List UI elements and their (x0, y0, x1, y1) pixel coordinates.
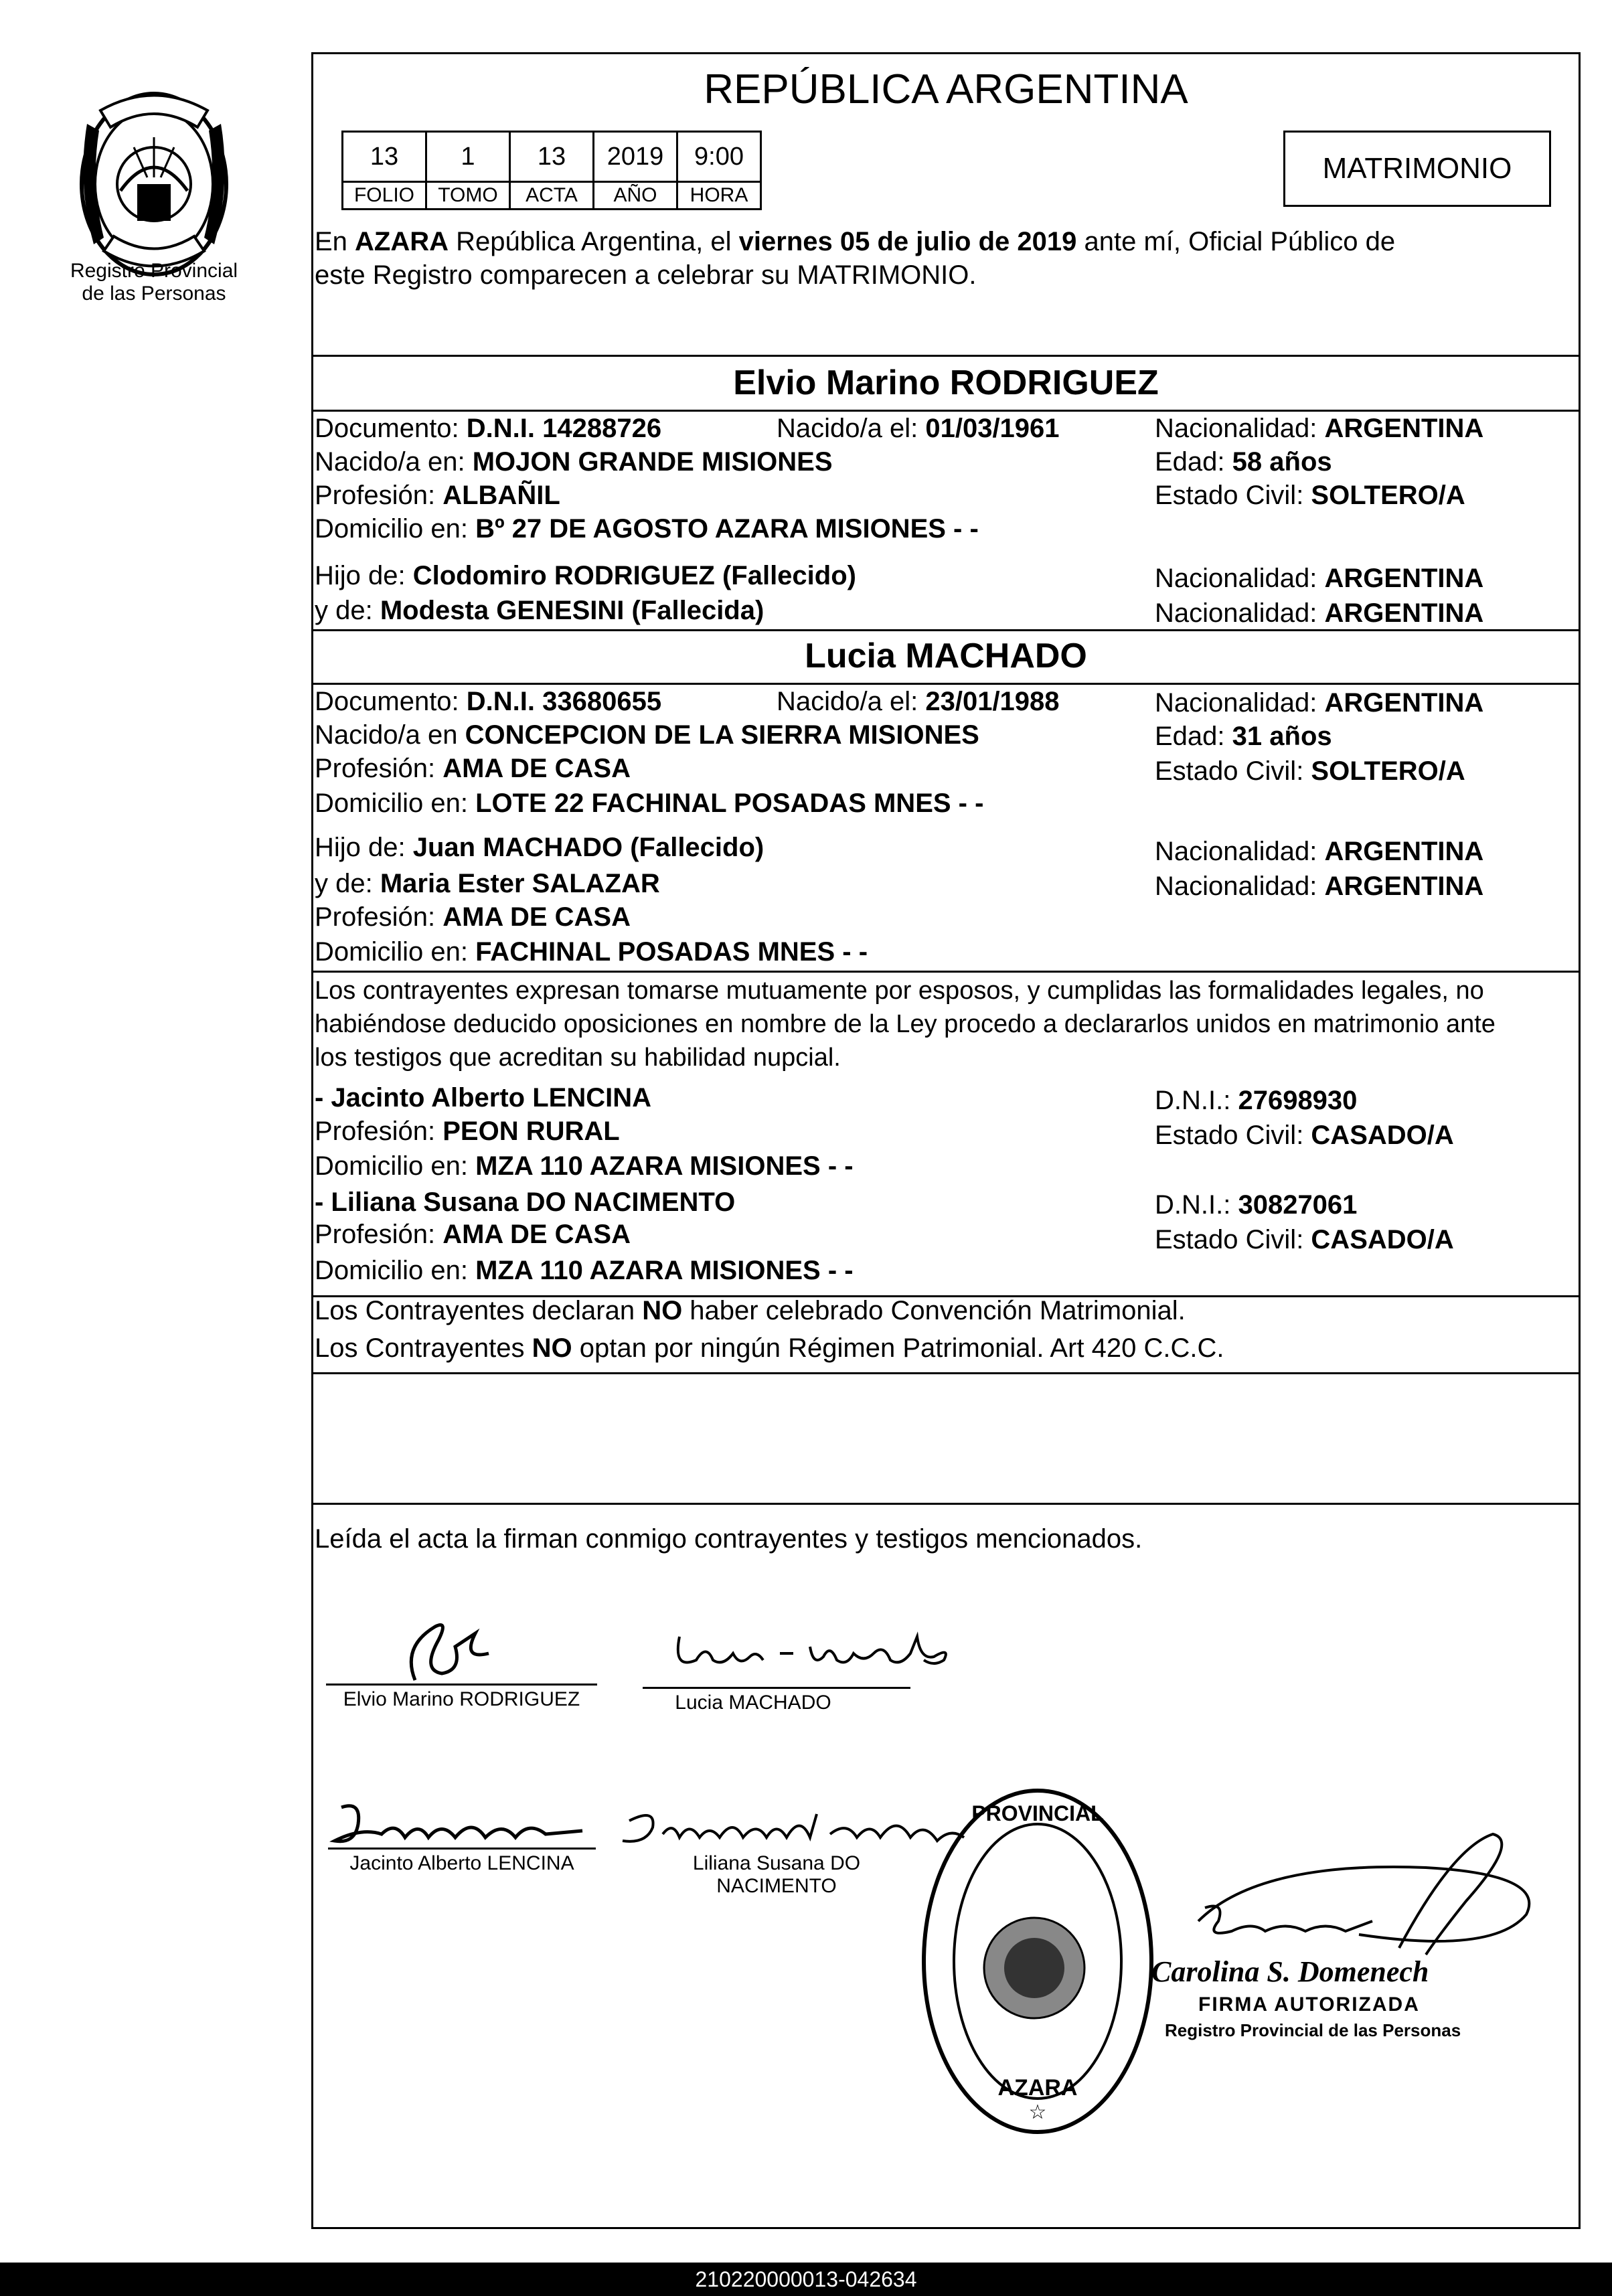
value: ARGENTINA (1324, 872, 1484, 901)
witness1-name: - Jacinto Alberto LENCINA (315, 1083, 651, 1113)
witness2-dni (1155, 1189, 1357, 1221)
spouse1-address (315, 513, 979, 545)
label: Nacionalidad: (1155, 837, 1325, 866)
declaration-line3: los testigos que acreditan su habilidad nupcial. (315, 1044, 841, 1072)
witness2-name: - Liliana Susana DO NACIMENTO (315, 1187, 736, 1217)
document-type-box: MATRIMONIO (1283, 131, 1551, 207)
value: 31 años (1232, 722, 1332, 751)
spouse1-name: Elvio Marino RODRIGUEZ (733, 363, 1159, 402)
hora-value: 9:00 (677, 132, 761, 182)
witness1-civil-status (1155, 1119, 1454, 1151)
convention-line2 (315, 1332, 1224, 1364)
label: Edad: (1155, 722, 1232, 751)
label: Profesión: (315, 902, 443, 932)
value: SOLTERO/A (1311, 756, 1465, 786)
signature-machado (669, 1620, 964, 1680)
label: Hijo de: (315, 833, 413, 862)
signature-caption-rodriguez: Elvio Marino RODRIGUEZ (343, 1688, 580, 1710)
label: Nacionalidad: (1155, 688, 1325, 718)
spouse1-father (315, 560, 856, 592)
value: ARGENTINA (1324, 598, 1484, 628)
emphasis: NO (532, 1333, 572, 1363)
spouse2-nationality (1155, 687, 1483, 719)
value: D.N.I. 33680655 (466, 687, 662, 716)
spouse1-nationality (1155, 412, 1483, 444)
witness1-dni (1155, 1084, 1357, 1117)
spouse2-birthplace (315, 719, 979, 751)
spouse1-document (315, 412, 661, 444)
text: haber celebrado Convención Matrimonial. (682, 1296, 1186, 1325)
spouse1-father-nationality (1155, 562, 1483, 594)
document-title: REPÚBLICA ARGENTINA (704, 66, 1188, 112)
divider (311, 1503, 1581, 1505)
intro-text: ante mí, Oficial Público de (1076, 227, 1396, 256)
label: Estado Civil: (1155, 1225, 1311, 1254)
value: ARGENTINA (1324, 688, 1484, 718)
intro-text: En (315, 227, 355, 256)
divider (311, 683, 1581, 685)
label: y de: (315, 596, 380, 625)
label: Nacionalidad: (1155, 872, 1325, 901)
signature-rodriguez (375, 1607, 509, 1694)
divider (311, 971, 1581, 973)
tomo-value: 1 (426, 132, 510, 182)
hora-label: HORA (677, 182, 761, 210)
intro-line2: este Registro comparecen a celebrar su MATRIMONIO. (315, 260, 977, 290)
label: D.N.I.: (1155, 1086, 1238, 1115)
signature-caption-do-nacimento (669, 1852, 884, 1898)
value: ARGENTINA (1324, 564, 1484, 593)
value: AMA DE CASA (442, 754, 631, 783)
label: Domicilio en: (315, 514, 476, 544)
logo-caption-line2: de las Personas (82, 282, 226, 305)
spouse2-civil-status (1155, 755, 1465, 787)
convention-line1 (315, 1295, 1186, 1327)
signature-line (328, 1848, 596, 1850)
divider (311, 1372, 1581, 1374)
label: Domicilio en: (315, 1256, 476, 1285)
value: D.N.I. 14288726 (466, 414, 662, 443)
text: optan por ningún Régimen Patrimonial. Art 420 C.C.C. (572, 1333, 1224, 1363)
declaration-line1: Los contrayentes expresan tomarse mutuamente por esposos, y cumplidas las formalidades legales, no (315, 977, 1484, 1005)
caption-line1: Liliana Susana DO (692, 1852, 861, 1874)
label: Profesión: (315, 481, 443, 510)
logo-caption (54, 260, 254, 305)
spouse2-address (315, 787, 983, 819)
spouse2-mother (315, 868, 660, 900)
folio-label: FOLIO (343, 182, 426, 210)
officer-signature (1091, 1821, 1573, 2022)
spouse2-name: Lucia MACHADO (805, 637, 1087, 675)
closing-statement: Leída el acta la firman conmigo contrayentes y testigos mencionados. (315, 1524, 1143, 1554)
intro-place: AZARA (355, 227, 449, 256)
label: Estado Civil: (1155, 1121, 1311, 1150)
witness1-address (315, 1150, 854, 1182)
stamp-ring-text: PROVINCIAL (971, 1801, 1104, 1825)
spouse2-mother-address (315, 936, 868, 968)
text: Los Contrayentes declaran (315, 1296, 643, 1325)
witness2-profession (315, 1218, 631, 1250)
value: CONCEPCION DE LA SIERRA MISIONES (465, 720, 979, 750)
signature-caption-machado: Lucia MACHADO (675, 1692, 831, 1714)
spouse1-age (1155, 446, 1332, 478)
value: 01/03/1961 (925, 414, 1060, 443)
label: Domicilio en: (315, 937, 476, 967)
spouse1-mother-nationality (1155, 597, 1483, 629)
folio-value: 13 (343, 132, 426, 182)
acta-label: ACTA (510, 182, 594, 210)
stamp-bottom-text: AZARA (997, 2075, 1078, 2101)
tomo-label: TOMO (426, 182, 510, 210)
value: Juan MACHADO (Fallecido) (412, 833, 764, 862)
value: AMA DE CASA (442, 1220, 631, 1249)
spouse2-mother-nationality (1155, 870, 1483, 902)
reference-table (341, 131, 762, 210)
spouse1-birthdate (777, 412, 1060, 444)
label: Profesión: (315, 1117, 443, 1146)
document-code-bar: 210220000013-042634 (0, 2263, 1612, 2296)
spouse2-mother-profession (315, 901, 631, 933)
label: Profesión: (315, 1220, 443, 1249)
caption-line2: NACIMENTO (716, 1875, 837, 1897)
label: Nacionalidad: (1155, 598, 1325, 628)
anio-value: 2019 (594, 132, 677, 182)
signature-line (326, 1684, 597, 1686)
label: Estado Civil: (1155, 481, 1311, 510)
emphasis: NO (642, 1296, 683, 1325)
label: Domicilio en: (315, 1151, 476, 1181)
spouse2-profession (315, 752, 631, 785)
label: Nacido/a el: (777, 414, 926, 443)
text: Los Contrayentes (315, 1333, 532, 1363)
spouse2-father (315, 831, 764, 864)
intro-text: República Argentina, el (449, 227, 739, 256)
officer-title: FIRMA AUTORIZADA (1198, 1993, 1420, 2016)
signature-caption-lencina: Jacinto Alberto LENCINA (349, 1852, 574, 1874)
value: 58 años (1232, 447, 1332, 477)
value: CASADO/A (1311, 1225, 1454, 1254)
intro-date: viernes 05 de julio de 2019 (738, 227, 1077, 256)
label: Documento: (315, 414, 467, 443)
value: CASADO/A (1311, 1121, 1454, 1150)
logo-caption-line1: Registro Provincial (70, 260, 238, 282)
value: Maria Ester SALAZAR (380, 869, 660, 898)
value: LOTE 22 FACHINAL POSADAS MNES - - (475, 789, 984, 818)
anio-label: AÑO (594, 182, 677, 210)
spouse1-profession (315, 479, 560, 511)
officer-name: Carolina S. Domenech (1151, 1955, 1429, 1988)
value: 27698930 (1238, 1086, 1358, 1115)
acta-value: 13 (510, 132, 594, 182)
label: Documento: (315, 687, 467, 716)
witness2-address (315, 1254, 854, 1287)
spouse2-age (1155, 720, 1332, 752)
officer-org: Registro Provincial de las Personas (1165, 2020, 1461, 2040)
witness1-profession (315, 1115, 620, 1147)
value: MZA 110 AZARA MISIONES - - (475, 1151, 854, 1181)
label: Profesión: (315, 754, 443, 783)
label: Estado Civil: (1155, 756, 1311, 786)
label: Nacido/a el: (777, 687, 926, 716)
value: ARGENTINA (1324, 837, 1484, 866)
value: SOLTERO/A (1311, 481, 1465, 510)
divider (311, 629, 1581, 631)
value: PEON RURAL (442, 1117, 620, 1146)
spouse2-birthdate (777, 685, 1060, 718)
label: Nacido/a en (315, 720, 465, 750)
value: 30827061 (1238, 1190, 1358, 1220)
value: FACHINAL POSADAS MNES - - (475, 937, 868, 967)
spouse2-father-nationality (1155, 835, 1483, 868)
label: Edad: (1155, 447, 1232, 477)
divider (311, 355, 1581, 357)
value: ALBAÑIL (442, 481, 560, 510)
value: MOJON GRANDE MISIONES (472, 447, 833, 477)
value: AMA DE CASA (442, 902, 631, 932)
value: 23/01/1988 (925, 687, 1060, 716)
label: Hijo de: (315, 561, 413, 590)
star-icon: ☆ (1028, 2101, 1047, 2124)
value: MZA 110 AZARA MISIONES - - (475, 1256, 854, 1285)
province-seal-logo (74, 84, 234, 284)
label: Nacionalidad: (1155, 414, 1325, 443)
value: Modesta GENESINI (Fallecida) (380, 596, 764, 625)
spouse1-mother (315, 594, 764, 627)
label: Nacionalidad: (1155, 564, 1325, 593)
value: ARGENTINA (1324, 414, 1484, 443)
label: D.N.I.: (1155, 1190, 1238, 1220)
spouse1-birthplace (315, 446, 833, 478)
value: Bº 27 DE AGOSTO AZARA MISIONES - - (475, 514, 979, 544)
witness2-civil-status (1155, 1224, 1454, 1256)
signature-lencina (321, 1794, 602, 1854)
label: y de: (315, 869, 380, 898)
label: Domicilio en: (315, 789, 476, 818)
label: Nacido/a en: (315, 447, 473, 477)
spouse2-document (315, 685, 661, 718)
signature-line (643, 1687, 910, 1689)
spouse1-civil-status (1155, 479, 1465, 511)
divider (311, 410, 1581, 412)
value: Clodomiro RODRIGUEZ (Fallecido) (412, 561, 856, 590)
declaration-line2: habiéndose deducido oposiciones en nombre de la Ley procedo a declararlos unidos en matrimonio ante (315, 1010, 1496, 1038)
intro-paragraph (315, 225, 1573, 292)
